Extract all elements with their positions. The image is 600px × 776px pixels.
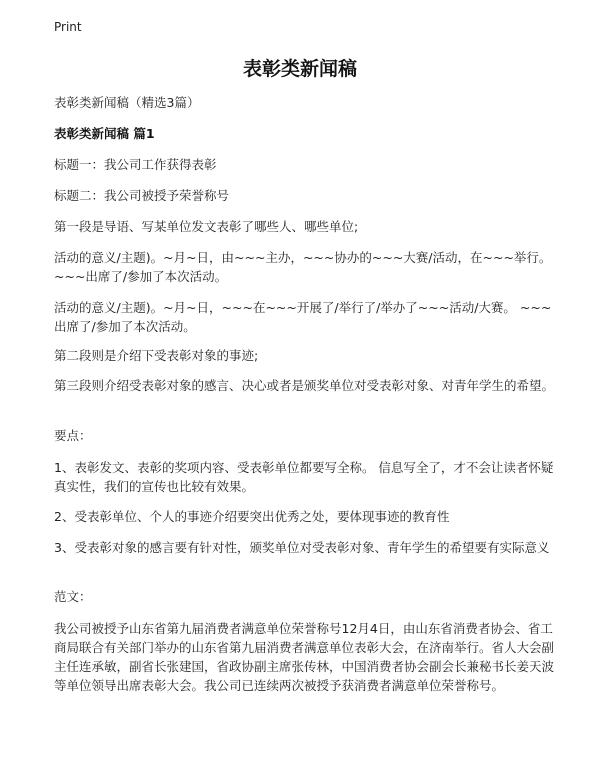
paragraph-example-label: 范文： bbox=[54, 589, 92, 604]
paragraph-key-point-3: 3、受表彰对象的感言要有针对性，颁奖单位对受表彰对象、青年学生的希望要有实际意义 bbox=[54, 540, 550, 555]
paragraph-headline-1: 标题一：我公司工作获得表彰 bbox=[54, 157, 217, 172]
print-link[interactable]: Print bbox=[54, 20, 82, 34]
paragraph-first-section: 第一段是导语、写某单位发文表彰了哪些人、哪些单位; bbox=[54, 219, 359, 234]
paragraph-third-section: 第三段则介绍受表彰对象的感言、决心或者是颁奖单位对受表彰对象、对青年学生的希望。 bbox=[54, 378, 555, 393]
paragraph-key-point-1: 1、表彰发文、表彰的奖项内容、受表彰单位都要写全称。 信息写全了，才不会让读者怀疑真实性，我们的宣传也比较有效果。 bbox=[54, 460, 554, 494]
paragraph-activity-template-1: 活动的意义/主题)。~月~日，由~~~主办，~~~协办的~~~大赛/活动，在~~~举行。~~~出席了/参加了本次活动。 bbox=[54, 250, 552, 284]
paragraph-key-point-2: 2、受表彰单位、个人的事迹介绍要突出优秀之处，要体现事迹的教育性 bbox=[54, 509, 450, 524]
paragraph-second-section: 第二段则是介绍下受表彰对象的事迹; bbox=[54, 348, 259, 363]
paragraph-example-text: 我公司被授予山东省第九届消费者满意单位荣誉称号12月4日，由山东省消费者协会、省工商局联合有关部门举办的山东省第九届消费者满意单位表彰大会，在济南举行。省人大会副主任连承敏，副省长张建国，省政协副主席张传林，中国消费者协会副会长兼秘书长姜天波等单位领导出席表彰大会。我公司已连续两次被授予获消费者满意单位荣誉称号。 bbox=[54, 621, 555, 693]
paragraph-key-points-label: 要点： bbox=[54, 428, 92, 443]
document-title: 表彰类新闻稿 bbox=[242, 58, 357, 80]
document-subtitle: 表彰类新闻稿（精选3篇） bbox=[54, 95, 200, 110]
paragraph-activity-template-2: 活动的意义/主题)。~月~日，~~~在~~~开展了/举行了/举办了~~~活动/大赛。 ~~~出席了/参加了本次活动。 bbox=[54, 300, 552, 334]
paragraph-headline-2: 标题二：我公司被授予荣誉称号 bbox=[54, 188, 230, 203]
section-heading: 表彰类新闻稿 篇1 bbox=[54, 126, 155, 141]
